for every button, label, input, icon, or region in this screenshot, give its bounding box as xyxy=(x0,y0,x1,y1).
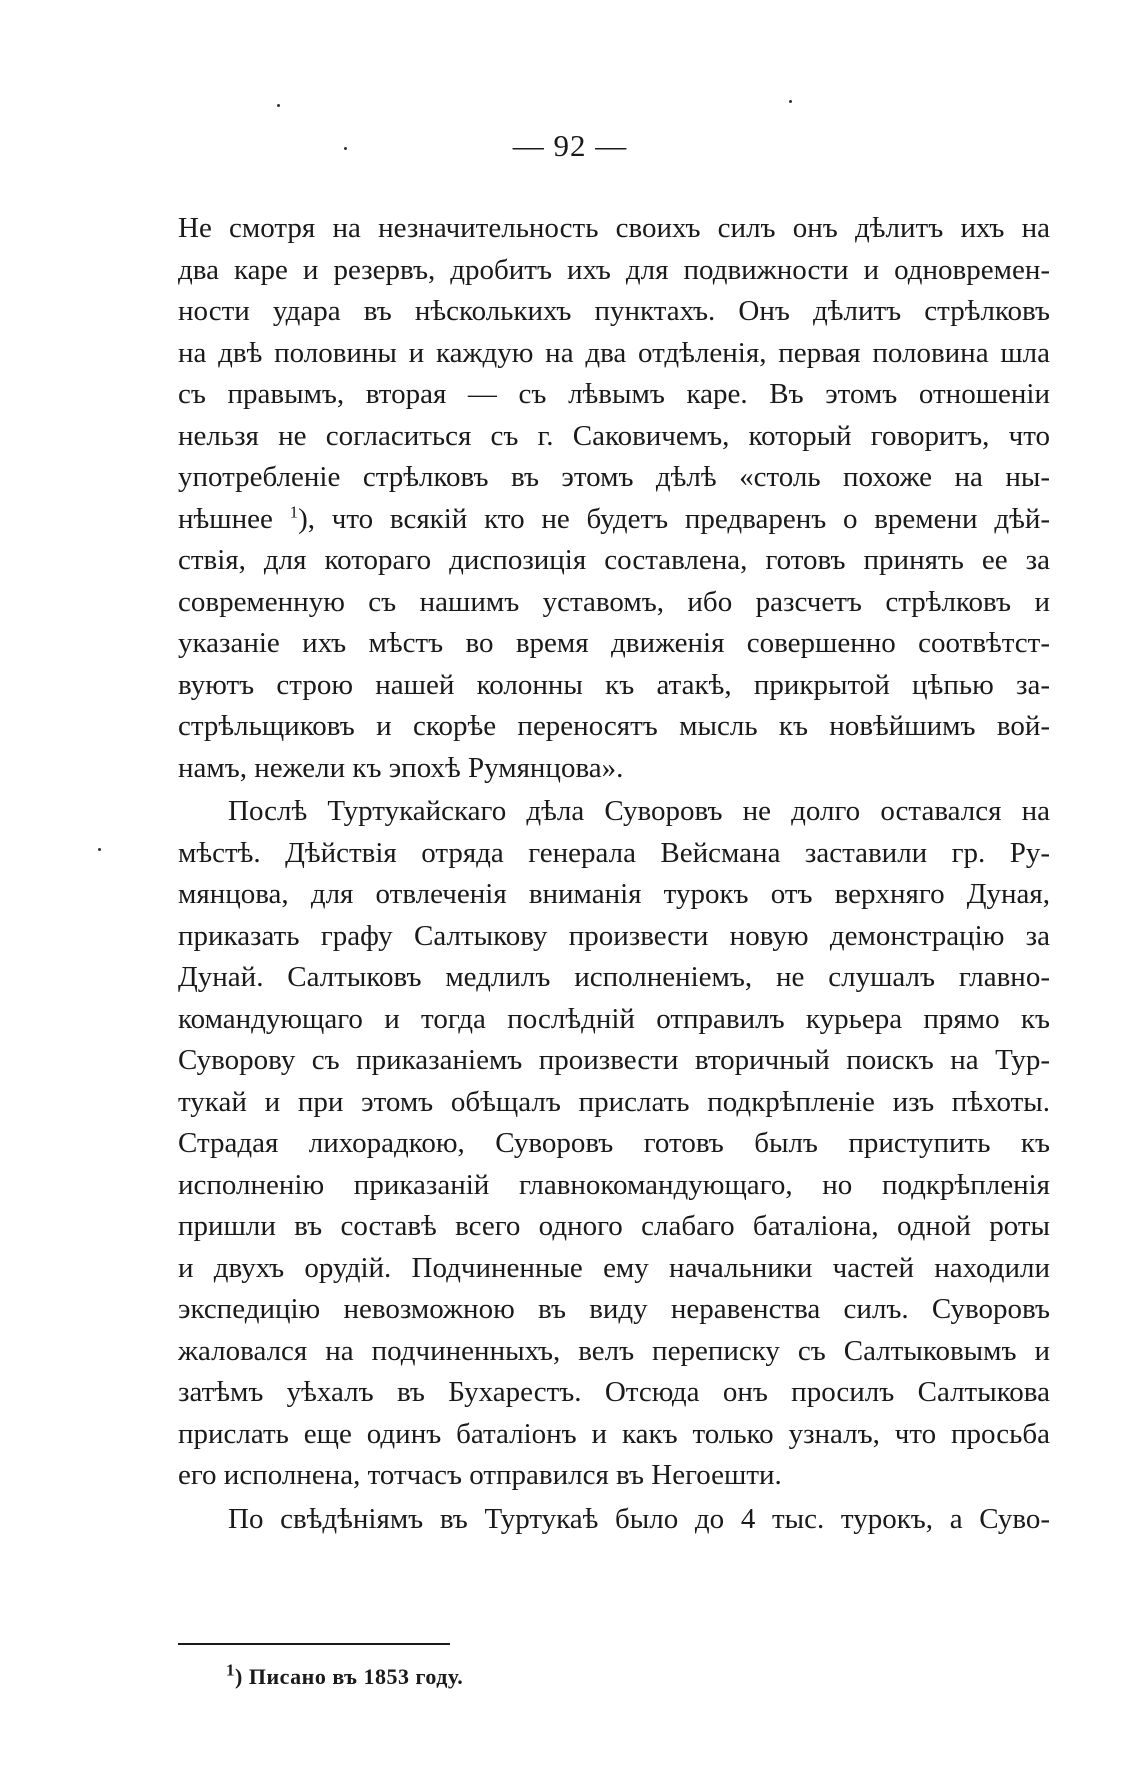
footnote-marker: 1 xyxy=(226,1660,235,1680)
text-line: ности удара въ нѣсколькихъ пунктахъ. Онъ дѣлитъ стрѣлковъ xyxy=(178,295,1050,327)
text-line: современную съ нашимъ уставомъ, ибо разсчетъ стрѣлковъ и xyxy=(178,585,1050,618)
text-line: ствія, для котораго диспозиція составлена, готовъ принять ее за xyxy=(178,544,1050,576)
text-line: Суворову съ приказаніемъ произвести вторичный поискъ на Тур- xyxy=(178,1044,1050,1076)
print-speck xyxy=(277,104,280,107)
footnote-divider xyxy=(178,1643,450,1645)
footnote-text: ) Писано въ 1853 году. xyxy=(235,1664,464,1689)
paragraph-2 xyxy=(178,791,1050,1497)
text-line-with-footnote xyxy=(178,499,1050,541)
print-speck xyxy=(344,147,347,150)
text-line: Дунай. Салтыковъ медлилъ исполненіемъ, не слушалъ главно- xyxy=(178,961,1050,993)
text-line: командующаго и тогда послѣдній отправилъ курьера прямо къ xyxy=(178,1002,1050,1035)
text-line: нельзя не согласиться съ г. Саковичемъ, который говоритъ, что xyxy=(178,419,1050,452)
text-line: стрѣльщиковъ и скорѣе переносятъ мысль къ новѣйшимъ вой- xyxy=(178,710,1050,742)
text-body xyxy=(178,208,1050,1540)
paragraph-1 xyxy=(178,208,1050,789)
text-line: на двѣ половины и каждую на два отдѣленія, первая половина шла xyxy=(178,336,1050,369)
text-line: затѣмъ уѣхалъ въ Бухарестъ. Отсюда онъ просилъ Салтыкова xyxy=(178,1376,1050,1408)
text-line: мянцова, для отвлеченія вниманія турокъ отъ верхняго Дуная, xyxy=(178,878,1050,910)
text-line: По свѣдѣніямъ въ Туртукаѣ было до 4 тыс. турокъ, а Суво- xyxy=(228,1502,1050,1535)
text-line: приказать графу Салтыкову произвести новую демонстрацію за xyxy=(178,919,1050,952)
text-line: Не смотря на незначительность своихъ силъ онъ дѣлитъ ихъ на xyxy=(178,212,1050,244)
text-line: Послѣ Туртукайскаго дѣла Суворовъ не долго оставался на xyxy=(228,795,1050,827)
text-line: исполненію приказаній главнокомандующаго, но подкрѣпленія xyxy=(178,1168,1050,1201)
footnote xyxy=(226,1660,464,1690)
footnote-reference: 1 xyxy=(289,501,299,521)
text-line: Страдая лихорадкою, Суворовъ готовъ былъ приступить къ xyxy=(178,1127,1050,1159)
text-line: вуютъ строю нашей колонны къ атакѣ, прикрытой цѣпью за- xyxy=(178,668,1050,701)
text-line: пришли въ составѣ всего одного слабаго баталіона, одной роты xyxy=(178,1210,1050,1242)
page-number: — 92 — xyxy=(512,128,628,163)
text-line: его исполнена, тотчасъ отправился въ Негоешти. xyxy=(178,1459,782,1491)
print-speck xyxy=(98,848,101,851)
text-line: указаніе ихъ мѣстъ во время движенія совершенно соотвѣтст- xyxy=(178,627,1050,659)
text-line: прислать еще одинъ баталіонъ и какъ только узналъ, что просьба xyxy=(178,1417,1050,1450)
print-speck xyxy=(789,100,792,103)
paragraph-3 xyxy=(178,1499,1050,1541)
text-fragment: ), что всякій кто не будетъ предваренъ о времени дѣй- xyxy=(298,502,1051,535)
text-line: съ правымъ, вторая — съ лѣвымъ каре. Въ этомъ отношеніи xyxy=(178,378,1050,410)
text-line: мѣстѣ. Дѣйствія отряда генерала Вейсмана заставили гр. Ру- xyxy=(178,836,1050,869)
text-line: экспедицію невозможною въ виду неравенства силъ. Суворовъ xyxy=(178,1293,1050,1325)
text-line: жаловался на подчиненныхъ, велъ переписку съ Салтыковымъ и xyxy=(178,1334,1050,1367)
text-line: тукай и при этомъ обѣщалъ прислать подкрѣпленіе изъ пѣхоты. xyxy=(178,1085,1050,1118)
text-line: и двухъ орудій. Подчиненные ему начальники частей находили xyxy=(178,1251,1050,1284)
text-line: два каре и резервъ, дробитъ ихъ для подвижности и одновремен- xyxy=(178,253,1050,286)
text-fragment: нѣшнее xyxy=(178,502,273,535)
text-line: намъ, нежели къ эпохѣ Румянцова». xyxy=(178,751,624,784)
text-line: употребленіе стрѣлковъ въ этомъ дѣлѣ «столь похоже на ны- xyxy=(178,461,1050,493)
